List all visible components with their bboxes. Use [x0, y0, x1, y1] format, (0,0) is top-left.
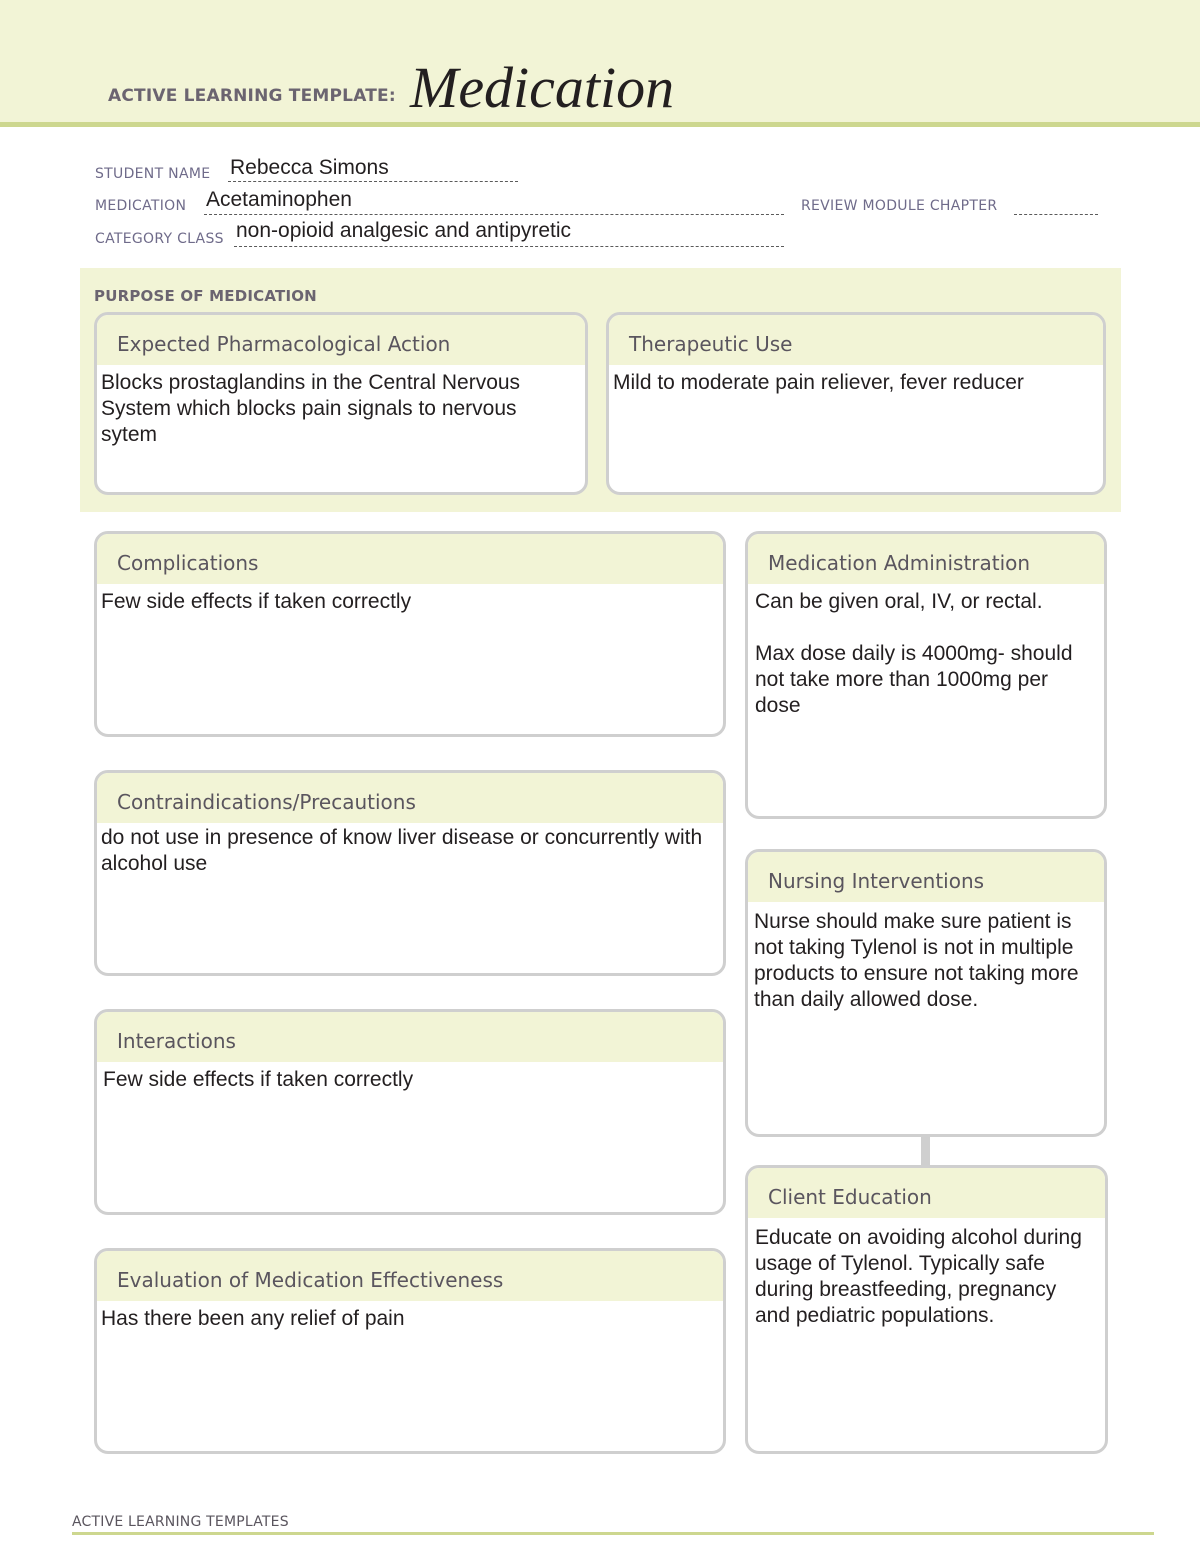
category-class-label: CATEGORY CLASS: [95, 231, 224, 247]
administration-text[interactable]: Can be given oral, IV, or rectal. Max dose daily is 4000mg- should not take more than 1000mg per dose: [755, 590, 1073, 717]
nursing-interventions-title: Nursing Interventions: [768, 869, 985, 893]
header-divider: [0, 122, 1200, 127]
medication-label: MEDICATION: [95, 198, 187, 214]
complications-text[interactable]: Few side effects if taken correctly: [101, 590, 412, 613]
interactions-text[interactable]: Few side effects if taken correctly: [103, 1068, 414, 1091]
therapeutic-use-text[interactable]: Mild to moderate pain reliever, fever reducer: [613, 371, 1024, 394]
category-class-line: [234, 246, 784, 247]
expected-action-title: Expected Pharmacological Action: [117, 332, 451, 356]
student-name-field[interactable]: Rebecca Simons: [230, 156, 389, 179]
review-module-label: REVIEW MODULE CHAPTER: [801, 198, 998, 214]
interactions-card: [94, 1009, 726, 1215]
footer-divider: [72, 1532, 1154, 1535]
client-education-card: [745, 1165, 1108, 1454]
contraindications-title: Contraindications/Precautions: [117, 790, 416, 814]
administration-card: [745, 531, 1107, 819]
category-class-field[interactable]: non-opioid analgesic and antipyretic: [236, 219, 572, 242]
medication-line: [204, 214, 784, 215]
medication-field[interactable]: Acetaminophen: [206, 188, 352, 211]
client-education-title: Client Education: [768, 1185, 932, 1209]
nursing-interventions-text[interactable]: Nurse should make sure patient is not taking Tylenol is not in multiple products to ensure not taking more than daily allowed dose.: [754, 910, 1079, 1011]
student-name-line: [228, 181, 518, 182]
page-title: Medication: [410, 55, 675, 120]
review-module-line: [1014, 214, 1098, 215]
interactions-title: Interactions: [117, 1029, 236, 1053]
template-prefix: ACTIVE LEARNING TEMPLATE:: [108, 86, 396, 106]
contraindications-text[interactable]: do not use in presence of know liver disease or concurrently with alcohol use: [101, 826, 703, 875]
contraindications-card: [94, 770, 726, 976]
evaluation-text[interactable]: Has there been any relief of pain: [101, 1307, 405, 1330]
footer-text: ACTIVE LEARNING TEMPLATES: [72, 1514, 289, 1530]
nursing-interventions-card: [745, 849, 1107, 1137]
complications-title: Complications: [117, 551, 259, 575]
student-name-label: STUDENT NAME: [95, 166, 211, 182]
evaluation-card: [94, 1248, 726, 1454]
client-education-text[interactable]: Educate on avoiding alcohol during usage of Tylenol. Typically safe during breastfeeding, pregnancy and pediatric populations.: [755, 1226, 1082, 1327]
expected-action-card: [94, 312, 588, 495]
evaluation-title: Evaluation of Medication Effectiveness: [117, 1268, 504, 1292]
administration-title: Medication Administration: [768, 551, 1031, 575]
purpose-title: PURPOSE OF MEDICATION: [94, 287, 317, 305]
expected-action-text[interactable]: Blocks prostaglandins in the Central Nervous System which blocks pain signals to nervous sytem: [101, 371, 521, 446]
card-connector: [921, 1135, 930, 1167]
therapeutic-use-title: Therapeutic Use: [629, 332, 793, 356]
complications-card: [94, 531, 726, 737]
therapeutic-use-card: [606, 312, 1106, 495]
